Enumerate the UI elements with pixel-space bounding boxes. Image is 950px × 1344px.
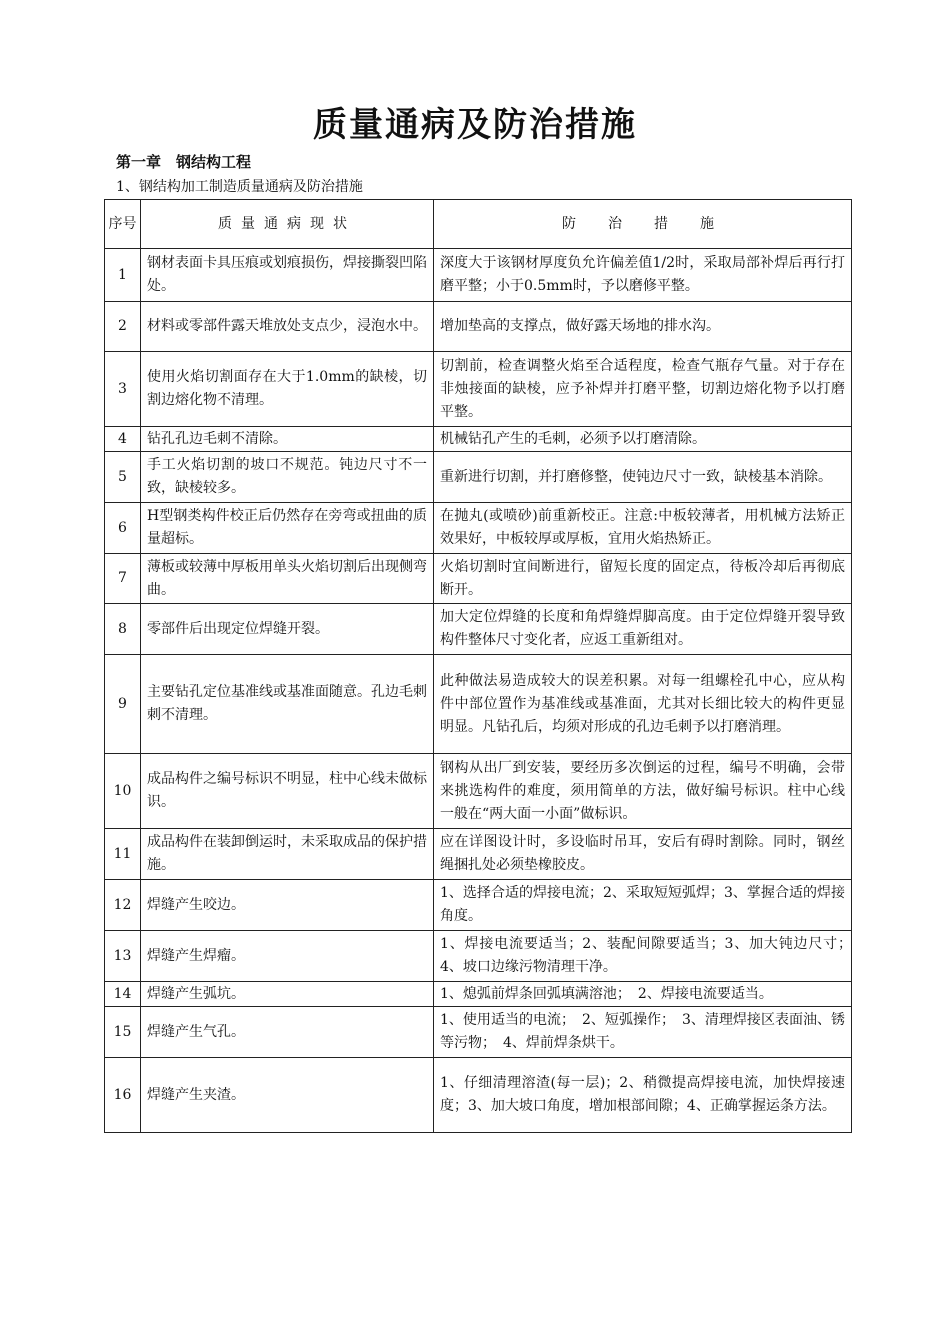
table-row [105, 880, 852, 931]
row-problem: 焊缝产生气孔。 [141, 1007, 434, 1058]
table-body [105, 249, 859, 1133]
page-title: 质量通病及防治措施 [313, 105, 637, 145]
table-row [105, 249, 852, 302]
table-row [105, 931, 852, 982]
row-problem: 钢材表面卡具压痕或划痕损伤，焊接撕裂凹陷处。 [141, 249, 434, 302]
row-number: 7 [105, 554, 141, 604]
row-measure: 1、选择合适的焊接电流；2、采取短短弧焊；3、掌握合适的焊接角度。 [434, 880, 852, 931]
row-measure: 1、熄弧前焊条回弧填满溶池； 2、焊接电流要适当。 [434, 982, 852, 1007]
row-problem: 钻孔孔边毛刺不清除。 [141, 427, 434, 452]
row-number: 16 [105, 1058, 141, 1133]
defects-table [104, 199, 859, 1133]
row-problem: 焊缝产生焊瘤。 [141, 931, 434, 982]
row-problem: 零部件后出现定位焊缝开裂。 [141, 604, 434, 655]
row-problem: 手工火焰切割的坡口不规范。钝边尺寸不一致，缺棱较多。 [141, 452, 434, 503]
row-measure: 重新进行切割，并打磨修整，使钝边尺寸一致，缺棱基本消除。 [434, 452, 852, 503]
table-row [105, 427, 852, 452]
row-number: 14 [105, 982, 141, 1007]
row-problem: H型钢类构件校正后仍然存在旁弯或扭曲的质量超标。 [141, 503, 434, 554]
row-measure: 钢构从出厂到安装，要经历多次倒运的过程，编号不明确，会带来挑选构件的难度，须用简单的方法，做好编号标识。柱中心线一般在“两大面一小面”做标识。 [434, 754, 852, 829]
row-problem: 主要钻孔定位基准线或基准面随意。孔边毛刺刺不清理。 [141, 655, 434, 754]
row-problem: 焊缝产生咬边。 [141, 880, 434, 931]
row-problem: 成品构件在装卸倒运时，未采取成品的保护措施。 [141, 829, 434, 880]
row-number: 8 [105, 604, 141, 655]
row-measure: 在抛丸(或喷砂)前重新校正。注意:中板较薄者，用机械方法矫正效果好，中板较厚或厚板，宜用火焰热矫正。 [434, 503, 852, 554]
row-measure: 1、使用适当的电流； 2、短弧操作； 3、清理焊接区表面油、锈等污物； 4、焊前焊条烘干。 [434, 1007, 852, 1058]
row-measure: 此种做法易造成较大的误差积累。对每一组螺栓孔中心，应从构件中部位置作为基准线或基准面，尤其对长细比较大的构件更显明显。凡钻孔后，均须对形成的孔边毛刺予以打磨消理。 [434, 655, 852, 754]
row-number: 11 [105, 829, 141, 880]
row-number: 1 [105, 249, 141, 302]
row-measure: 1、焊接电流要适当；2、装配间隙要适当；3、加大钝边尺寸； 4、坡口边缘污物清理干净。 [434, 931, 852, 982]
row-problem: 焊缝产生夹渣。 [141, 1058, 434, 1133]
row-number: 3 [105, 352, 141, 427]
row-measure: 机械钻孔产生的毛刺，必须予以打磨清除。 [434, 427, 852, 452]
table-row [105, 1058, 852, 1133]
row-number: 10 [105, 754, 141, 829]
chapter-heading: 第一章 钢结构工程 [116, 153, 252, 171]
row-number: 9 [105, 655, 141, 754]
row-measure: 1、仔细清理溶渣(每一层)；2、稍微提高焊接电流，加快焊接速度；3、加大坡口角度，增加根部间隙；4、正确掌握运条方法。 [434, 1058, 852, 1133]
row-measure: 切割前，检查调整火焰至合适程度，检查气瓶存气量。对于存在非烛接面的缺棱，应予补焊并打磨平整，切割边熔化物予以打磨平整。 [434, 352, 852, 427]
table-row [105, 1007, 852, 1058]
row-number: 12 [105, 880, 141, 931]
row-measure: 深度大于该钢材厚度负允许偏差值1/2时，采取局部补焊后再行打磨平整；小于0.5mm时，予以磨修平整。 [434, 249, 852, 302]
table-row [105, 655, 852, 754]
table-row [105, 554, 852, 604]
table-row [105, 503, 852, 554]
header-problem: 质量通病现状 [141, 200, 434, 249]
table-row [105, 302, 852, 352]
row-measure: 应在详图设计时，多设临时吊耳，安后有碍时割除。同时，钢丝绳捆扎处必须垫橡胶皮。 [434, 829, 852, 880]
table-header-row [105, 200, 852, 249]
table-row [105, 604, 852, 655]
row-number: 5 [105, 452, 141, 503]
row-number: 15 [105, 1007, 141, 1058]
row-measure: 增加垫高的支撑点，做好露天场地的排水沟。 [434, 302, 852, 352]
table-row [105, 754, 852, 829]
table-row [105, 452, 852, 503]
section-heading: 1、钢结构加工制造质量通病及防治措施 [116, 179, 363, 195]
row-number: 13 [105, 931, 141, 982]
row-problem: 使用火焰切割面存在大于1.0mm的缺棱，切割边熔化物不清理。 [141, 352, 434, 427]
row-problem: 成品构件之编号标识不明显，柱中心线未做标识。 [141, 754, 434, 829]
row-problem: 焊缝产生弧坑。 [141, 982, 434, 1007]
row-number: 6 [105, 503, 141, 554]
header-measure: 防 治 措 施 [434, 200, 852, 249]
row-measure: 火焰切割时宜间断进行，留短长度的固定点，待板冷却后再彻底断开。 [434, 554, 852, 604]
row-number: 4 [105, 427, 141, 452]
table-row [105, 352, 852, 427]
header-number: 序号 [105, 200, 141, 249]
row-problem: 材料或零部件露天堆放处支点少，浸泡水中。 [141, 302, 434, 352]
row-problem: 薄板或较薄中厚板用单头火焰切割后出现侧弯曲。 [141, 554, 434, 604]
table-row [105, 982, 852, 1007]
row-measure: 加大定位焊缝的长度和角焊缝焊脚高度。由于定位焊缝开裂导致构件整体尺寸变化者，应返工重新组对。 [434, 604, 852, 655]
row-number: 2 [105, 302, 141, 352]
table-row [105, 829, 852, 880]
